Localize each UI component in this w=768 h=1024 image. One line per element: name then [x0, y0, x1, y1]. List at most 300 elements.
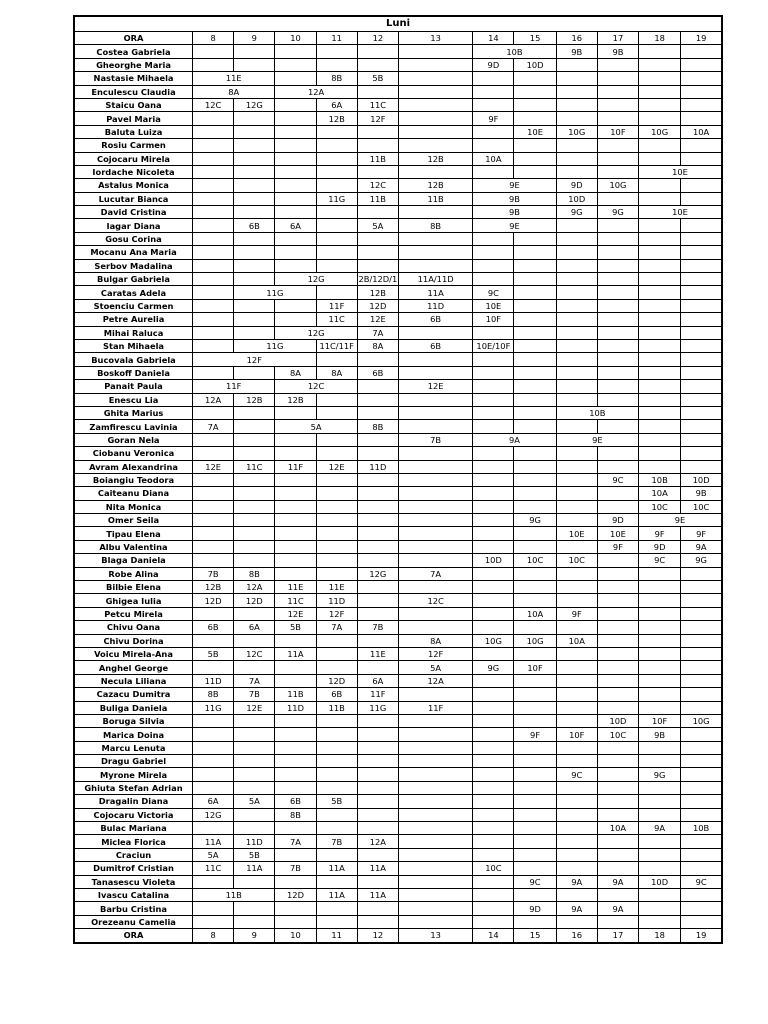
- table-row: [74, 406, 722, 419]
- schedule-cell: [556, 621, 597, 634]
- schedule-cell: 9B: [639, 728, 681, 741]
- schedule-cell: 9A: [639, 822, 681, 835]
- schedule-cell: [597, 58, 638, 71]
- schedule-cell: [193, 902, 234, 915]
- schedule-cell: [357, 581, 398, 594]
- schedule-cell: [316, 714, 357, 727]
- schedule-cell: 9F: [639, 527, 681, 540]
- schedule-cell: 10B: [639, 473, 681, 486]
- schedule-cell: 12D: [193, 594, 234, 607]
- schedule-cell: [556, 393, 597, 406]
- table-row: [74, 246, 722, 259]
- schedule-cell: [639, 420, 681, 433]
- schedule-cell: [639, 674, 681, 687]
- schedule-cell: 12G: [275, 273, 357, 286]
- schedule-cell: [597, 741, 638, 754]
- schedule-cell: [316, 259, 357, 272]
- schedule-cell: [556, 286, 597, 299]
- schedule-cell: [639, 915, 681, 928]
- schedule-cell: [639, 45, 681, 58]
- schedule-cell: [316, 139, 357, 152]
- schedule-cell: [514, 406, 556, 419]
- schedule-cell: [275, 728, 316, 741]
- teacher-name: Craciun: [74, 848, 193, 861]
- day-title: Luni: [74, 16, 722, 32]
- schedule-cell: [275, 299, 316, 312]
- schedule-cell: [398, 527, 472, 540]
- schedule-cell: 11B: [193, 889, 275, 902]
- schedule-cell: [275, 554, 316, 567]
- teacher-name: Rosiu Carmen: [74, 139, 193, 152]
- schedule-cell: [275, 232, 316, 245]
- schedule-cell: [316, 152, 357, 165]
- schedule-cell: [639, 98, 681, 111]
- schedule-cell: [357, 45, 398, 58]
- schedule-cell: [357, 85, 398, 98]
- schedule-cell: [357, 808, 398, 821]
- schedule-cell: [639, 112, 681, 125]
- schedule-cell: [681, 152, 722, 165]
- hour-cell: 12: [357, 929, 398, 943]
- schedule-cell: [473, 607, 514, 620]
- schedule-cell: [398, 741, 472, 754]
- table-row: [74, 353, 722, 366]
- schedule-cell: 5B: [193, 647, 234, 660]
- schedule-cell: [514, 540, 556, 553]
- schedule-cell: [193, 165, 234, 178]
- schedule-cell: 9A: [473, 433, 556, 446]
- schedule-cell: [597, 768, 638, 781]
- schedule-cell: 8A: [398, 634, 472, 647]
- schedule-cell: [316, 647, 357, 660]
- schedule-cell: 10F: [473, 313, 514, 326]
- schedule-cell: [234, 714, 275, 727]
- schedule-cell: [639, 621, 681, 634]
- schedule-cell: 5B: [275, 621, 316, 634]
- schedule-cell: 12F: [398, 647, 472, 660]
- schedule-cell: [234, 179, 275, 192]
- schedule-cell: [193, 152, 234, 165]
- teacher-name: Nita Monica: [74, 500, 193, 513]
- teacher-name: Barbu Cristina: [74, 902, 193, 915]
- timetable: [73, 15, 723, 944]
- schedule-cell: [473, 514, 514, 527]
- schedule-cell: [514, 795, 556, 808]
- table-row: [74, 581, 722, 594]
- schedule-cell: [357, 902, 398, 915]
- schedule-cell: [514, 420, 556, 433]
- schedule-cell: [639, 339, 681, 352]
- schedule-cell: [597, 634, 638, 647]
- teacher-name: Zamfirescu Lavinia: [74, 420, 193, 433]
- schedule-cell: 9C: [639, 554, 681, 567]
- schedule-cell: [556, 835, 597, 848]
- schedule-cell: [597, 85, 638, 98]
- schedule-cell: [514, 259, 556, 272]
- schedule-cell: [597, 460, 638, 473]
- schedule-cell: [234, 634, 275, 647]
- schedule-cell: 6B: [398, 339, 472, 352]
- schedule-cell: [639, 299, 681, 312]
- schedule-cell: [597, 353, 638, 366]
- schedule-cell: [681, 902, 722, 915]
- schedule-cell: [398, 487, 472, 500]
- schedule-cell: [681, 420, 722, 433]
- table-row: [74, 889, 722, 902]
- schedule-cell: 7B: [275, 862, 316, 875]
- schedule-cell: 11D: [234, 835, 275, 848]
- schedule-cell: [193, 634, 234, 647]
- schedule-cell: 12A: [398, 674, 472, 687]
- table-row: [74, 273, 722, 286]
- schedule-cell: [597, 795, 638, 808]
- schedule-cell: [316, 232, 357, 245]
- schedule-cell: 9F: [681, 527, 722, 540]
- schedule-cell: [681, 72, 722, 85]
- teacher-name: Astalus Monica: [74, 179, 193, 192]
- schedule-cell: [193, 246, 234, 259]
- schedule-cell: [357, 58, 398, 71]
- schedule-cell: [275, 433, 316, 446]
- schedule-cell: 11D: [193, 674, 234, 687]
- header-label: ORA: [74, 32, 193, 45]
- schedule-cell: [681, 326, 722, 339]
- schedule-cell: 9G: [556, 206, 597, 219]
- schedule-cell: [639, 862, 681, 875]
- schedule-cell: 11A: [234, 862, 275, 875]
- schedule-cell: [639, 313, 681, 326]
- schedule-cell: [681, 661, 722, 674]
- table-row: [74, 433, 722, 446]
- schedule-cell: [193, 822, 234, 835]
- schedule-cell: [316, 406, 357, 419]
- table-row: [74, 875, 722, 888]
- schedule-cell: [681, 286, 722, 299]
- schedule-cell: [556, 420, 597, 433]
- schedule-cell: [193, 313, 234, 326]
- schedule-cell: [473, 889, 514, 902]
- schedule-cell: [681, 741, 722, 754]
- schedule-cell: 12B: [357, 286, 398, 299]
- schedule-cell: [639, 192, 681, 205]
- schedule-cell: 9G: [514, 514, 556, 527]
- schedule-cell: [473, 701, 514, 714]
- hour-cell: 17: [597, 32, 638, 45]
- schedule-cell: [275, 768, 316, 781]
- footer-row: [74, 929, 722, 943]
- hour-cell: 12: [357, 32, 398, 45]
- schedule-cell: [316, 206, 357, 219]
- schedule-cell: [473, 460, 514, 473]
- schedule-cell: [275, 540, 316, 553]
- table-row: [74, 139, 722, 152]
- schedule-cell: [473, 728, 514, 741]
- table-row: [74, 674, 722, 687]
- schedule-cell: [193, 514, 234, 527]
- schedule-cell: [556, 808, 597, 821]
- schedule-cell: [639, 286, 681, 299]
- schedule-cell: 7A: [357, 326, 398, 339]
- schedule-cell: [681, 85, 722, 98]
- schedule-cell: 10E/10F: [473, 339, 514, 352]
- schedule-cell: [639, 72, 681, 85]
- schedule-cell: [681, 58, 722, 71]
- schedule-cell: [514, 714, 556, 727]
- schedule-cell: [357, 514, 398, 527]
- schedule-cell: 10G: [473, 634, 514, 647]
- schedule-cell: [681, 366, 722, 379]
- schedule-cell: [473, 835, 514, 848]
- teacher-name: Costea Gabriela: [74, 45, 193, 58]
- schedule-cell: [357, 206, 398, 219]
- table-row: [74, 647, 722, 660]
- schedule-cell: [681, 889, 722, 902]
- schedule-cell: [316, 567, 357, 580]
- schedule-cell: 7B: [234, 688, 275, 701]
- table-row: [74, 554, 722, 567]
- schedule-cell: 11C: [234, 460, 275, 473]
- teacher-name: Myrone Mirela: [74, 768, 193, 781]
- schedule-cell: 11F: [398, 701, 472, 714]
- teacher-name: Omer Seila: [74, 514, 193, 527]
- schedule-cell: [681, 768, 722, 781]
- schedule-cell: [639, 273, 681, 286]
- schedule-cell: [473, 447, 514, 460]
- schedule-cell: [681, 45, 722, 58]
- schedule-cell: 11A/11D: [398, 273, 472, 286]
- schedule-cell: 9E: [639, 514, 722, 527]
- schedule-cell: [234, 259, 275, 272]
- schedule-cell: 11G: [234, 339, 316, 352]
- schedule-cell: [275, 246, 316, 259]
- teacher-name: Bucovala Gabriela: [74, 353, 193, 366]
- schedule-cell: [597, 554, 638, 567]
- schedule-cell: [193, 554, 234, 567]
- schedule-cell: [275, 514, 316, 527]
- table-row: [74, 447, 722, 460]
- table-row: [74, 661, 722, 674]
- table-row: [74, 755, 722, 768]
- schedule-cell: [597, 661, 638, 674]
- schedule-cell: 9A: [597, 875, 638, 888]
- schedule-cell: 9C: [473, 286, 514, 299]
- table-row: [74, 125, 722, 138]
- schedule-cell: [357, 795, 398, 808]
- schedule-cell: [357, 822, 398, 835]
- schedule-cell: [681, 179, 722, 192]
- schedule-cell: [398, 460, 472, 473]
- hour-cell: 14: [473, 32, 514, 45]
- schedule-cell: [316, 286, 357, 299]
- schedule-cell: [681, 460, 722, 473]
- schedule-cell: [514, 393, 556, 406]
- schedule-cell: 9E: [556, 433, 638, 446]
- schedule-cell: [681, 433, 722, 446]
- schedule-cell: [514, 862, 556, 875]
- schedule-cell: [398, 862, 472, 875]
- schedule-cell: 11C: [275, 594, 316, 607]
- schedule-cell: [357, 380, 398, 393]
- schedule-cell: [514, 487, 556, 500]
- schedule-cell: [193, 219, 234, 232]
- schedule-cell: [597, 139, 638, 152]
- schedule-cell: 8B: [234, 567, 275, 580]
- schedule-cell: [357, 139, 398, 152]
- schedule-cell: [681, 835, 722, 848]
- schedule-cell: [234, 366, 275, 379]
- schedule-cell: [514, 915, 556, 928]
- schedule-cell: [473, 353, 514, 366]
- schedule-cell: 12E: [275, 607, 316, 620]
- table-row: [74, 822, 722, 835]
- schedule-cell: [275, 72, 316, 85]
- schedule-cell: [234, 554, 275, 567]
- schedule-cell: 6A: [234, 621, 275, 634]
- schedule-cell: [556, 98, 597, 111]
- schedule-cell: 9B: [681, 487, 722, 500]
- schedule-cell: 11D: [398, 299, 472, 312]
- schedule-cell: [316, 125, 357, 138]
- teacher-name: Avram Alexandrina: [74, 460, 193, 473]
- schedule-cell: [357, 259, 398, 272]
- schedule-cell: 9E: [473, 179, 556, 192]
- schedule-cell: 5B: [357, 72, 398, 85]
- hour-cell: 15: [514, 32, 556, 45]
- schedule-cell: [514, 339, 556, 352]
- table-row: [74, 808, 722, 821]
- table-row: [74, 460, 722, 473]
- teacher-name: Baluta Luiza: [74, 125, 193, 138]
- teacher-name: Lucutar Bianca: [74, 192, 193, 205]
- schedule-cell: [473, 741, 514, 754]
- schedule-cell: 11E: [316, 581, 357, 594]
- table-row: [74, 688, 722, 701]
- schedule-cell: 12A: [234, 581, 275, 594]
- schedule-cell: [316, 875, 357, 888]
- schedule-cell: [193, 326, 234, 339]
- schedule-cell: [681, 755, 722, 768]
- schedule-cell: 12A: [357, 835, 398, 848]
- teacher-name: Boskoff Daniela: [74, 366, 193, 379]
- schedule-cell: [556, 848, 597, 861]
- schedule-cell: [193, 366, 234, 379]
- table-row: [74, 768, 722, 781]
- schedule-cell: 11C: [316, 313, 357, 326]
- schedule-cell: [316, 353, 357, 366]
- table-row: [74, 714, 722, 727]
- schedule-cell: [193, 112, 234, 125]
- schedule-cell: [398, 581, 472, 594]
- schedule-cell: 7B: [193, 567, 234, 580]
- schedule-cell: 10B: [681, 822, 722, 835]
- teacher-name: Marcu Lenuta: [74, 741, 193, 754]
- schedule-cell: 11G: [234, 286, 316, 299]
- schedule-cell: 9A: [597, 902, 638, 915]
- schedule-cell: [316, 447, 357, 460]
- schedule-cell: [234, 661, 275, 674]
- schedule-cell: [275, 822, 316, 835]
- schedule-cell: [556, 58, 597, 71]
- hour-cell: 16: [556, 32, 597, 45]
- table-row: [74, 380, 722, 393]
- teacher-name: Ciobanu Veronica: [74, 447, 193, 460]
- schedule-cell: 10G: [597, 179, 638, 192]
- teacher-name: Caratas Adela: [74, 286, 193, 299]
- schedule-cell: [681, 380, 722, 393]
- schedule-cell: 10F: [514, 661, 556, 674]
- schedule-cell: [556, 862, 597, 875]
- teacher-name: Enculescu Claudia: [74, 85, 193, 98]
- hour-cell: 16: [556, 929, 597, 943]
- schedule-cell: [234, 273, 275, 286]
- schedule-cell: [597, 781, 638, 794]
- schedule-cell: [556, 380, 597, 393]
- schedule-cell: [639, 406, 681, 419]
- schedule-cell: [681, 862, 722, 875]
- schedule-cell: [357, 473, 398, 486]
- hour-cell: 13: [398, 929, 472, 943]
- schedule-cell: 10A: [556, 634, 597, 647]
- schedule-cell: 9C: [597, 473, 638, 486]
- schedule-cell: 12C: [357, 179, 398, 192]
- schedule-cell: 11C: [193, 862, 234, 875]
- schedule-cell: [473, 795, 514, 808]
- schedule-cell: 9F: [556, 607, 597, 620]
- teacher-name: Necula Liliana: [74, 674, 193, 687]
- schedule-cell: [234, 232, 275, 245]
- table-row: [74, 500, 722, 513]
- schedule-cell: 9A: [556, 875, 597, 888]
- schedule-cell: [234, 741, 275, 754]
- schedule-cell: [556, 889, 597, 902]
- schedule-cell: [556, 326, 597, 339]
- schedule-cell: [681, 594, 722, 607]
- table-row: [74, 567, 722, 580]
- schedule-cell: 10D: [597, 714, 638, 727]
- schedule-cell: [639, 232, 681, 245]
- schedule-cell: [639, 460, 681, 473]
- schedule-cell: [234, 808, 275, 821]
- schedule-cell: [597, 339, 638, 352]
- schedule-cell: [193, 915, 234, 928]
- schedule-cell: [681, 701, 722, 714]
- schedule-cell: [234, 875, 275, 888]
- schedule-cell: [398, 98, 472, 111]
- schedule-cell: 11B: [398, 192, 472, 205]
- teacher-name: Pavel Maria: [74, 112, 193, 125]
- schedule-cell: [639, 741, 681, 754]
- schedule-cell: [639, 781, 681, 794]
- schedule-cell: [473, 139, 514, 152]
- schedule-cell: [597, 112, 638, 125]
- schedule-cell: [514, 822, 556, 835]
- schedule-cell: [556, 661, 597, 674]
- teacher-name: Miclea Florica: [74, 835, 193, 848]
- schedule-cell: 12E: [316, 460, 357, 473]
- schedule-cell: [398, 447, 472, 460]
- schedule-cell: [398, 353, 472, 366]
- schedule-cell: [234, 58, 275, 71]
- schedule-cell: [234, 768, 275, 781]
- table-row: [74, 835, 722, 848]
- schedule-cell: [193, 259, 234, 272]
- schedule-cell: [597, 701, 638, 714]
- schedule-cell: [514, 567, 556, 580]
- schedule-cell: [398, 514, 472, 527]
- schedule-cell: [398, 889, 472, 902]
- schedule-cell: [316, 808, 357, 821]
- schedule-cell: 8B: [357, 420, 398, 433]
